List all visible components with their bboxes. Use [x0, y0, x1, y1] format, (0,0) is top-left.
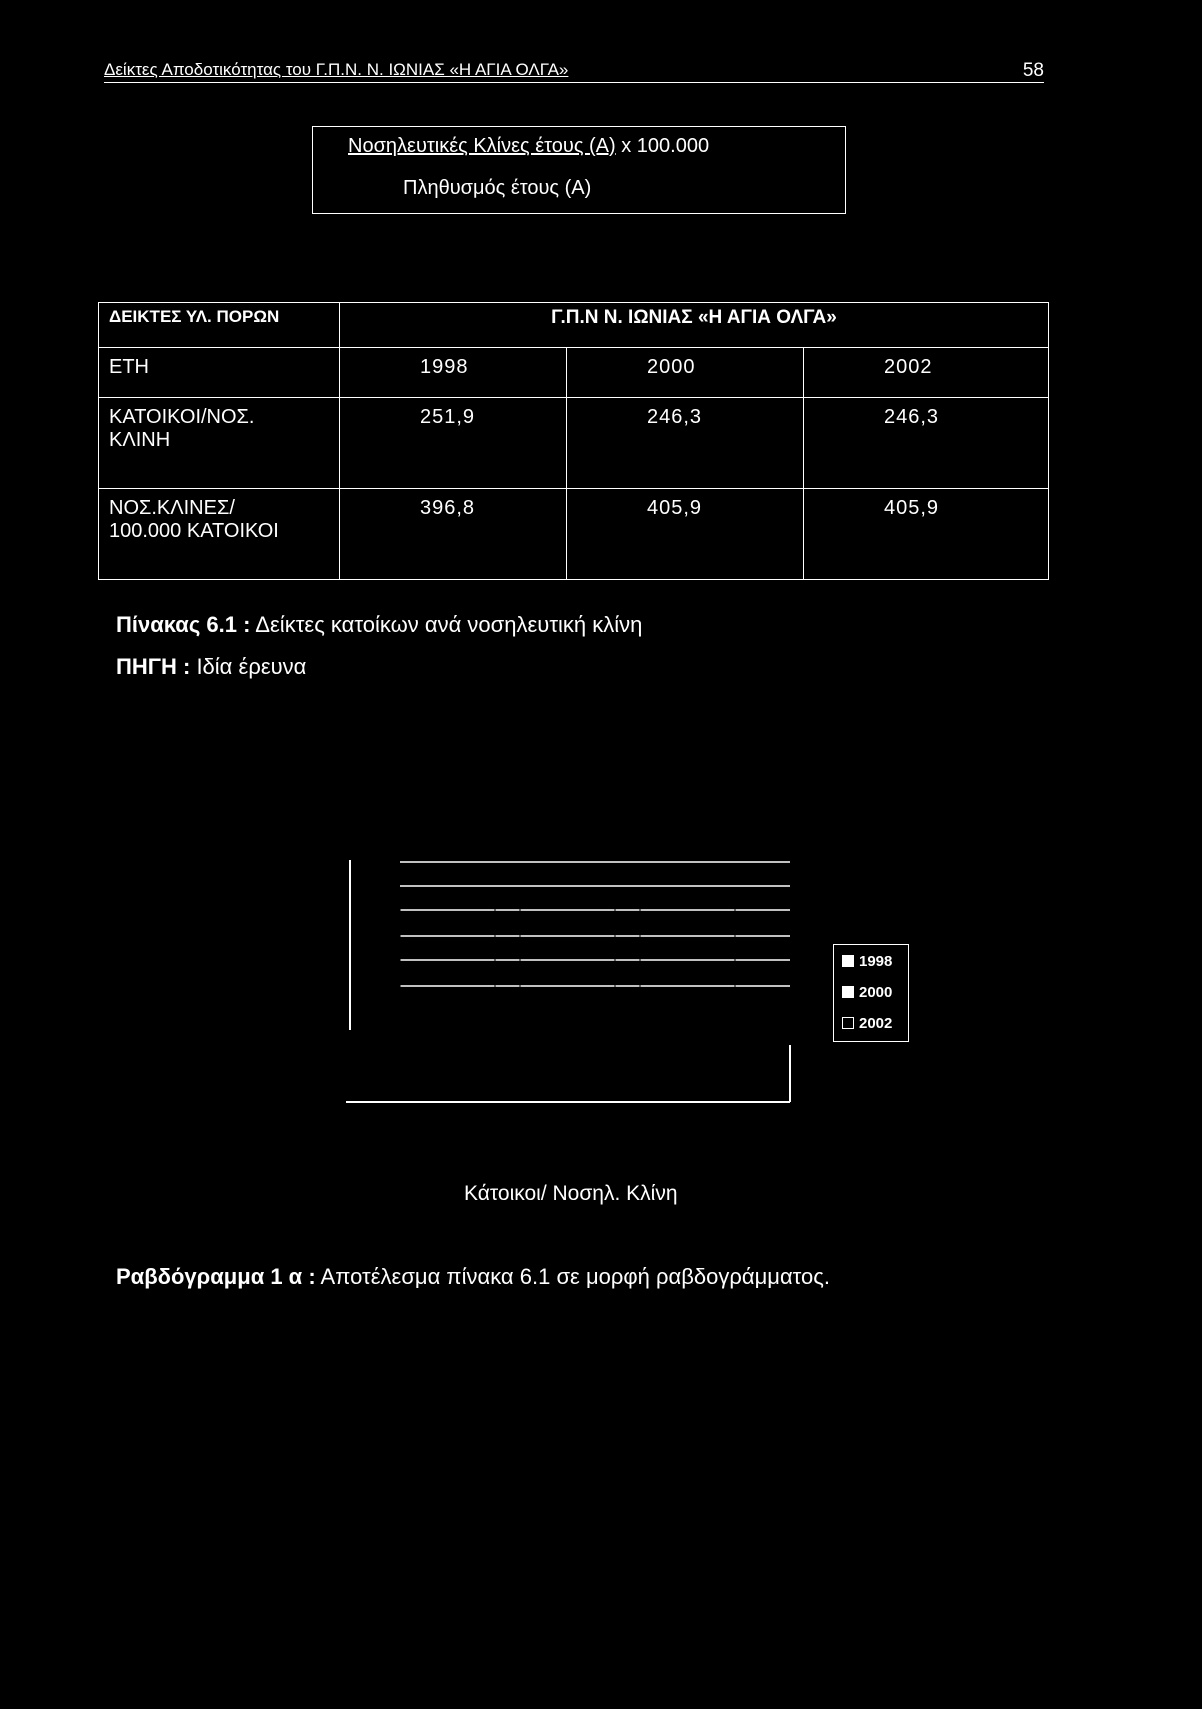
- bar-2002: [640, 897, 735, 1102]
- chart-x-label: Κάτοικοι/ Νοσηλ. Κλίνη: [464, 1182, 678, 1205]
- page-number: 58: [1022, 60, 1044, 81]
- figure-caption-text: Αποτέλεσμα πίνακα 6.1 σε μορφή ραβδογράμματος.: [315, 1264, 830, 1289]
- legend-item-2002: [842, 1015, 892, 1032]
- bar-2000: [520, 897, 615, 1102]
- page-header: [104, 58, 1044, 83]
- row-label-line: 100.000 ΚΑΤΟΙΚΟΙ: [109, 520, 279, 542]
- table-cell: 251,9: [340, 398, 567, 489]
- legend-item-1998: [842, 953, 892, 970]
- table-cell: 405,9: [804, 489, 1049, 580]
- legend-label: 2000: [859, 984, 893, 1001]
- formula-box: [312, 126, 846, 214]
- table-cell: 396,8: [340, 489, 567, 580]
- table-cell: 246,3: [804, 398, 1049, 489]
- figure-caption: [116, 1264, 830, 1290]
- row-label-residents-per-bed: [99, 398, 340, 489]
- source-label: ΠΗΓΗ :: [116, 654, 191, 679]
- figure-caption-label: Ραβδόγραμμα 1 α :: [116, 1264, 316, 1289]
- year-1998: 1998: [340, 348, 567, 398]
- row-label-line: ΚΑΤΟΙΚΟΙ/ΝΟΣ.: [109, 406, 255, 428]
- years-label: ΕΤΗ: [99, 348, 340, 398]
- table-cell: 246,3: [567, 398, 804, 489]
- legend-item-2000: [842, 984, 892, 1001]
- formula-numerator: Νοσηλευτικές Κλίνες έτους (Α): [348, 135, 616, 157]
- formula-denominator: Πληθυσμός έτους (Α): [403, 177, 592, 199]
- legend-swatch-1998: [842, 955, 854, 967]
- chart-gridlines: [400, 862, 790, 986]
- chart-legend: [833, 944, 909, 1042]
- table-cell: 405,9: [567, 489, 804, 580]
- source-text: Ιδία έρευνα: [190, 654, 307, 679]
- legend-swatch-2000: [842, 986, 854, 998]
- indicators-table: [98, 302, 1049, 580]
- legend-label: 1998: [859, 953, 893, 970]
- bar-1998: [400, 892, 495, 1102]
- formula-numerator-line: [348, 135, 709, 158]
- bar-chart: [330, 850, 810, 1110]
- table-caption-text: Δείκτες κατοίκων ανά νοσηλευτική κλίνη: [250, 612, 643, 637]
- source-line: [116, 654, 306, 680]
- hospital-header: Γ.Π.Ν Ν. ΙΩΝΙΑΣ «Η ΑΓΙΑ ΟΛΓΑ»: [340, 303, 1049, 348]
- year-2000: 2000: [567, 348, 804, 398]
- formula-multiplier: x 100.000: [621, 135, 710, 157]
- row-label-beds-per-100k: [99, 489, 340, 580]
- year-2002: 2002: [804, 348, 1049, 398]
- chart-bars: [400, 892, 735, 1102]
- row-label-line: ΚΛΙΝΗ: [109, 429, 171, 451]
- table-caption-label: Πίνακας 6.1 :: [116, 612, 251, 637]
- header-title: Δείκτες Αποδοτικότητας του Γ.Π.Ν. Ν. ΙΩΝΙΑΣ «Η ΑΓΙΑ ΟΛΓΑ»: [104, 60, 569, 79]
- corner-header: ΔΕΙΚΤΕΣ ΥΛ. ΠΟΡΩΝ: [99, 303, 340, 348]
- table-caption: [116, 612, 642, 638]
- row-label-line: ΝΟΣ.ΚΛΙΝΕΣ/: [109, 497, 235, 519]
- legend-label: 2002: [859, 1015, 893, 1032]
- legend-swatch-2002: [842, 1017, 854, 1029]
